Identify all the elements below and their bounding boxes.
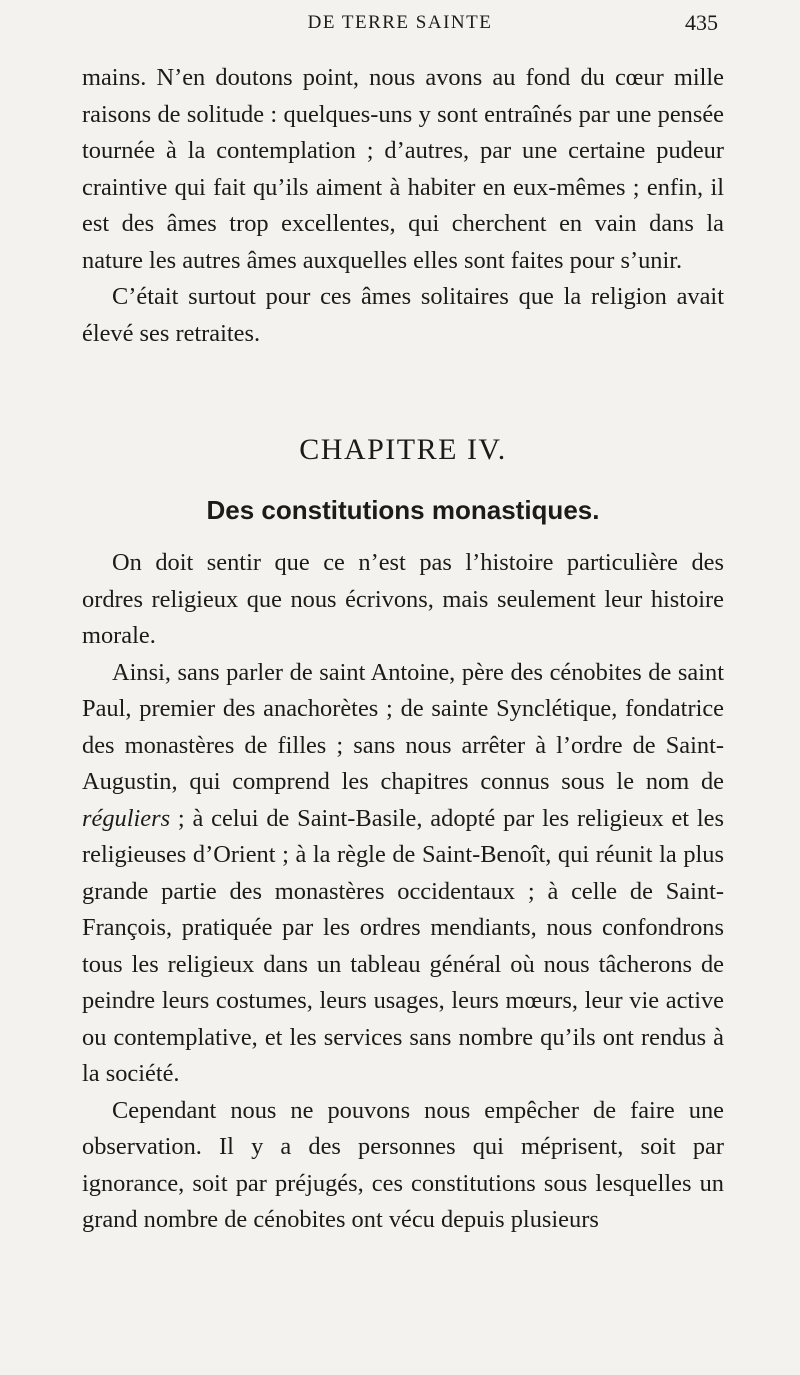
paragraph-histoire-morale: On doit sentir que ce n’est pas l’histoire particulière des ordres religieux que nous écrivons, mais seulement leur histoire morale. bbox=[82, 549, 724, 649]
paragraph-ordres bbox=[82, 655, 724, 1093]
chapter-subtitle: Des constitutions monastiques. bbox=[206, 495, 600, 525]
paragraph-ordres-part-2: ; à celui de Saint-Basile, adopté par les religieux et les religieuses d’Orient ; à la règle de Saint-Benoît, qui réunit la plus grande partie des monastères occidentaux ; à celle de Saint-François, pratiquée par les ordres mendiants, nous confondrons tous les religieux dans un tableau général où nous tâcherons de peindre leurs costumes, leurs usages, leurs mœurs, leur vie active ou contemplative, et les services sans nombre qu’ils ont rendus à la société. bbox=[82, 804, 724, 1087]
italic-reguliers: réguliers bbox=[82, 804, 171, 832]
paragraph-retraites: C’était surtout pour ces âmes solitaires que la religion avait élevé ses retraites. bbox=[82, 283, 724, 347]
running-title: DE TERRE SAINTE bbox=[307, 12, 493, 33]
running-head bbox=[0, 8, 800, 44]
chapter-heading: CHAPITRE IV. bbox=[299, 433, 507, 466]
paragraph-ordres-part-1: Ainsi, sans parler de saint Antoine, père des cénobites de saint Paul, premier des anachorètes ; de sainte Synclétique, fondatrice des monastères de filles ; sans nous arrêter à l’ordre de Saint-Augustin, qui comprend les chapitres connus sous le nom de bbox=[82, 658, 724, 795]
body-text bbox=[82, 60, 724, 1239]
paragraph-observation: Cependant nous ne pouvons nous empêcher de faire une observation. Il y a des personnes qui méprisent, soit par ignorance, soit par préjugés, ces constitutions sous lesquelles un grand nombre de cénobites ont vécu depuis plusieurs bbox=[82, 1096, 724, 1233]
page-number: 435 bbox=[685, 10, 718, 35]
paragraph-continued: mains. N’en doutons point, nous avons au fond du cœur mille raisons de solitude : quelques-uns y sont entraînés par une pensée tournée à la contemplation ; d’autres, par une certaine pudeur craintive qui fait qu’ils aiment à habiter en eux-mêmes ; enfin, il est des âmes trop excellentes, qui cherchent en vain dans la nature les autres âmes auxquelles elles sont faites pour s’unir. bbox=[82, 64, 724, 274]
